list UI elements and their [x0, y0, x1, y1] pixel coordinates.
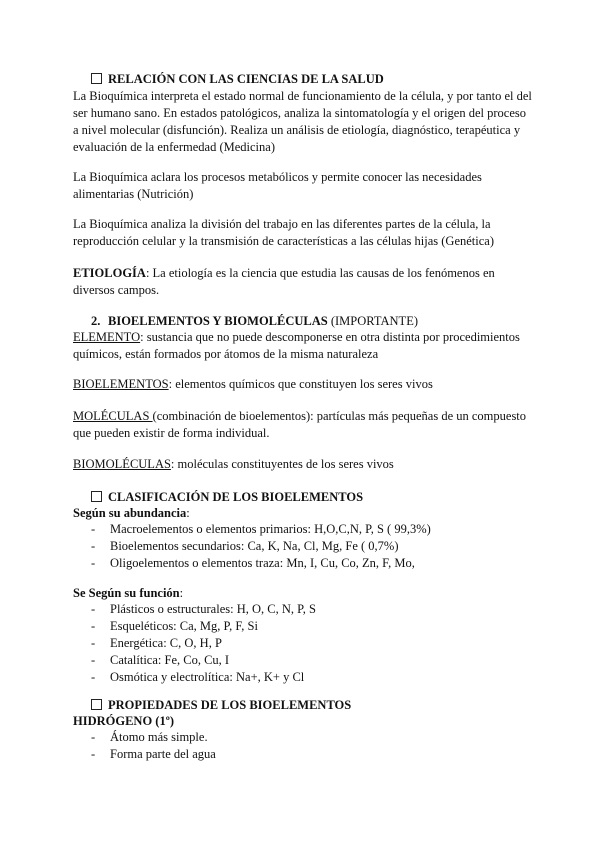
paragraph-etiologia — [73, 265, 533, 299]
list-item: - Energética: C, O, H, P — [91, 635, 316, 652]
list-item: - Osmótica y electrolítica: Na+, K+ y Cl — [91, 669, 316, 686]
list-item: - Bioelementos secundarios: Ca, K, Na, Cl, Mg, Fe ( 0,7%) — [91, 538, 431, 555]
important-note: (IMPORTANTE) — [330, 314, 418, 328]
paragraph-medicina: La Bioquímica interpreta el estado normal de funcionamiento de la célula, y por tanto el del ser humano sano. En estados patológicos, analiza la sintomatología y el origen del proceso a nivel molecular (disfunción). Realiza un análisis de etiología, diagnóstico, terapéutica y evaluación de la enfermedad (Medicina) — [73, 89, 532, 154]
checkbox-icon — [91, 699, 102, 710]
section-number: 2. — [91, 314, 101, 328]
list-item: - Forma parte del agua — [91, 746, 216, 763]
definition-moleculas: (combinación de bioelementos): partículas más pequeñas de un compuesto que pueden existir de forma individual. — [73, 409, 527, 440]
section-heading-propiedades: PROPIEDADES DE LOS BIOELEMENTOS — [91, 697, 351, 714]
definition-bioelementos: : elementos químicos que constituyen los seres vivos — [168, 377, 433, 391]
paragraph-biomoleculas — [73, 456, 533, 473]
list-item: - Plásticos o estructurales: H, O, C, N, P, S — [91, 601, 316, 618]
definition-biomoleculas: : moléculas constituyentes de los seres vivos — [170, 457, 394, 471]
paragraph-bioelementos — [73, 376, 533, 393]
list-item: - Esqueléticos: Ca, Mg, P, F, Si — [91, 618, 316, 635]
term-biomoleculas: BIOMOLÉCULAS — [73, 457, 171, 471]
checkbox-icon — [91, 73, 102, 84]
list-abundancia — [91, 521, 431, 572]
list-hidrogeno — [91, 729, 216, 763]
label-segun-abundancia: Según su abundancia: — [73, 506, 190, 520]
term-bioelementos: BIOELEMENTOS — [73, 377, 169, 391]
section-heading-relacion: RELACIÓN CON LAS CIENCIAS DE LA SALUD — [91, 71, 384, 88]
section-heading-clasificacion: CLASIFICACIÓN DE LOS BIOELEMENTOS — [91, 489, 363, 506]
checkbox-icon — [91, 491, 102, 502]
list-item: - Átomo más simple. — [91, 729, 216, 746]
paragraph-moleculas — [73, 408, 533, 442]
definition-etiologia: : La etiología es la ciencia que estudia las causas de los fenómenos en diversos campos. — [73, 266, 495, 297]
label-segun-funcion: Se Según su función: — [73, 586, 184, 600]
term-moleculas: MOLÉCULAS — [73, 409, 153, 423]
list-item: - Catalítica: Fe, Co, Cu, I — [91, 652, 316, 669]
term-etiologia: ETIOLOGÍA — [73, 266, 146, 280]
label-hidrogeno: HIDRÓGENO (1º) — [73, 714, 175, 728]
term-elemento: ELEMENTO — [73, 330, 141, 344]
list-item: - Oligoelementos o elementos traza: Mn, I, Cu, Co, Zn, F, Mo, — [91, 555, 431, 572]
list-item: - Macroelementos o elementos primarios: H,O,C,N, P, S ( 99,3%) — [91, 521, 431, 538]
definition-elemento: : sustancia que no puede descomponerse en otra distinta por procedimientos químicos, están formados por átomos de la misma naturaleza — [73, 330, 520, 361]
list-funcion — [91, 601, 316, 686]
paragraph-genetica: La Bioquímica analiza la división del trabajo en las diferentes partes de la célula, la reproducción celular y la transmisión de características a las células hijas (Genética) — [73, 217, 494, 248]
paragraph-elemento — [73, 329, 533, 363]
paragraph-nutricion: La Bioquímica aclara los procesos metabólicos y permite conocer las necesidades alimentarias (Nutrición) — [73, 170, 482, 201]
section-heading-bioelementos-biomoleculas: 2. BIOELEMENTOS Y BIOMOLÉCULAS (IMPORTANTE) — [91, 314, 418, 328]
